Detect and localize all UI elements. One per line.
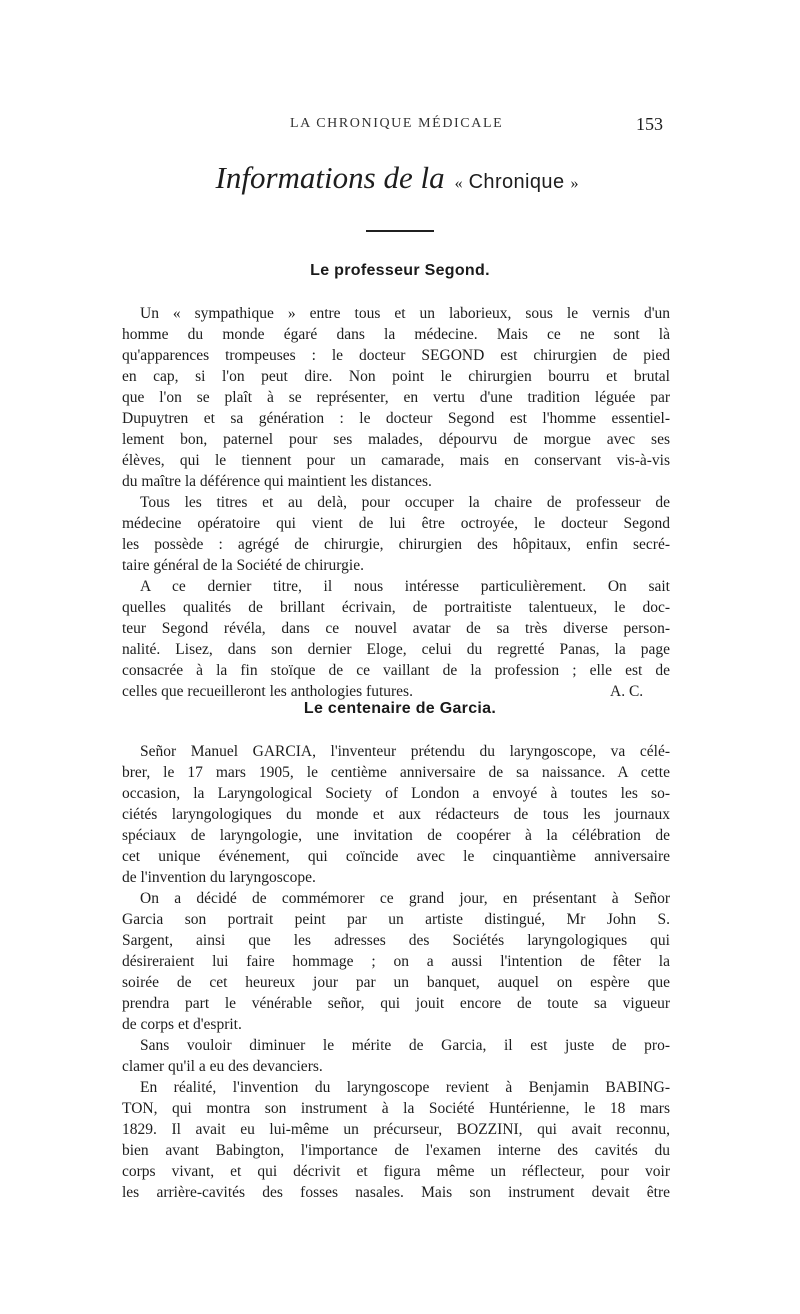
body-line: élèves, qui le tiennent pour un camarade, mais en conservant vis-à-vis xyxy=(122,452,670,469)
body-line: celles que recueilleront les anthologies futures. xyxy=(122,683,413,700)
body-line: Sargent, ainsi que les adresses des Sociétés laryngologiques qui xyxy=(122,932,670,949)
body-line: homme du monde égaré dans la médecine. Mais ce ne sont là xyxy=(122,326,670,343)
body-line: désireraient lui faire hommage ; on a aussi l'intention de fêter la xyxy=(122,953,670,970)
body-line: clamer qu'il a eu des devanciers. xyxy=(122,1058,323,1075)
body-line: Sans vouloir diminuer le mérite de Garcia, il est juste de pro- xyxy=(140,1037,670,1054)
page-title xyxy=(0,160,800,196)
body-line: teur Segond révéla, dans ce nouvel avatar de sa très diverse person- xyxy=(122,620,670,637)
body-line: cet unique événement, qui coïncide avec le cinquantième anniversaire xyxy=(122,848,670,865)
body-line: occasion, la Laryngological Society of London a envoyé à toutes les so- xyxy=(122,785,670,802)
body-line: les possède : agrégé de chirurgie, chirurgien des hôpitaux, enfin secré- xyxy=(122,536,670,553)
section-heading-garcia: Le centenaire de Garcia. xyxy=(303,700,497,717)
body-line: nalité. Lisez, dans son dernier Eloge, celui du regretté Panas, la page xyxy=(122,641,670,658)
section-heading-segond: Le professeur Segond. xyxy=(310,262,490,279)
body-line: Un « sympathique » entre tous et un laborieux, sous le vernis d'un xyxy=(140,305,670,322)
body-line: En réalité, l'invention du laryngoscope revient à Benjamin BABING- xyxy=(140,1079,670,1096)
body-line: Señor Manuel GARCIA, l'inventeur prétendu du laryngoscope, va célé- xyxy=(140,743,670,760)
body-line: Dupuytren et sa génération : le docteur Segond est l'homme essentiel- xyxy=(122,410,670,427)
body-line: 1829. Il avait eu lui-même un précurseur, BOZZINI, qui avait reconnu, xyxy=(122,1121,670,1138)
body-line: de l'invention du laryngoscope. xyxy=(122,869,316,886)
body-line: en cap, si l'on peut dire. Non point le chirurgien bourru et brutal xyxy=(122,368,670,385)
body-line: brer, le 17 mars 1905, le centième anniversaire de sa naissance. A cette xyxy=(122,764,670,781)
body-line: bien avant Babington, l'importance de l'examen interne des cavités du xyxy=(122,1142,670,1159)
body-line: ciétés laryngologiques du monde et aux rédacteurs de tous les journaux xyxy=(122,806,670,823)
body-line: consacrée à la fin stoïque de ce vaillant de la profession ; elle est de xyxy=(122,662,670,679)
body-line: prendra part le vénérable señor, qui jouit encore de toute sa vigueur xyxy=(122,995,670,1012)
title-chronique: Chronique xyxy=(468,171,565,193)
title-open-quote: « xyxy=(454,175,463,192)
body-line: qu'apparences trompeuses : le docteur SEGOND est chirurgien de pied xyxy=(122,347,670,364)
body-line: spéciaux de laryngologie, une invitation de coopérer à la célébration de xyxy=(122,827,670,844)
running-header xyxy=(0,116,800,138)
body-line: A ce dernier titre, il nous intéresse particulièrement. On sait xyxy=(140,578,670,595)
body-line: corps vivant, et qui décrivit et figura même un réflecteur, pour voir xyxy=(122,1163,670,1180)
body-line: Garcia son portrait peint par un artiste distingué, Mr John S. xyxy=(122,911,670,928)
body-line: soirée de cet heureux jour par un banquet, auquel on espère que xyxy=(122,974,670,991)
title-close-quote: » xyxy=(570,175,579,192)
body-line: du maître la déférence qui maintient les distances. xyxy=(122,473,432,490)
body-line: quelles qualités de brillant écrivain, de portraitiste talentueux, le doc- xyxy=(122,599,670,616)
running-title: LA CHRONIQUE MÉDICALE xyxy=(290,116,504,131)
body-line: que l'on se plaît à se représenter, en vertu d'une tradition léguée par xyxy=(122,389,670,406)
page-number: 153 xyxy=(636,114,663,134)
body-line: médecine opératoire qui vient de lui être octroyée, le docteur Segond xyxy=(122,515,670,532)
body-line: Tous les titres et au delà, pour occuper la chaire de professeur de xyxy=(140,494,670,511)
signature: A. C. xyxy=(610,683,644,700)
title-divider xyxy=(366,230,434,232)
body-line: On a décidé de commémorer ce grand jour, en présentant à Señor xyxy=(140,890,670,907)
body-line: les arrière-cavités des fosses nasales. Mais son instrument devait être xyxy=(122,1184,670,1201)
title-italic-part: Informations de la xyxy=(215,160,445,195)
body-line: de corps et d'esprit. xyxy=(122,1016,242,1033)
body-line: taire général de la Société de chirurgie. xyxy=(122,557,364,574)
body-line: TON, qui montra son instrument à la Société Huntérienne, le 18 mars xyxy=(122,1100,670,1117)
body-line: lement bon, paternel pour ses malades, dépourvu de morgue avec ses xyxy=(122,431,670,448)
